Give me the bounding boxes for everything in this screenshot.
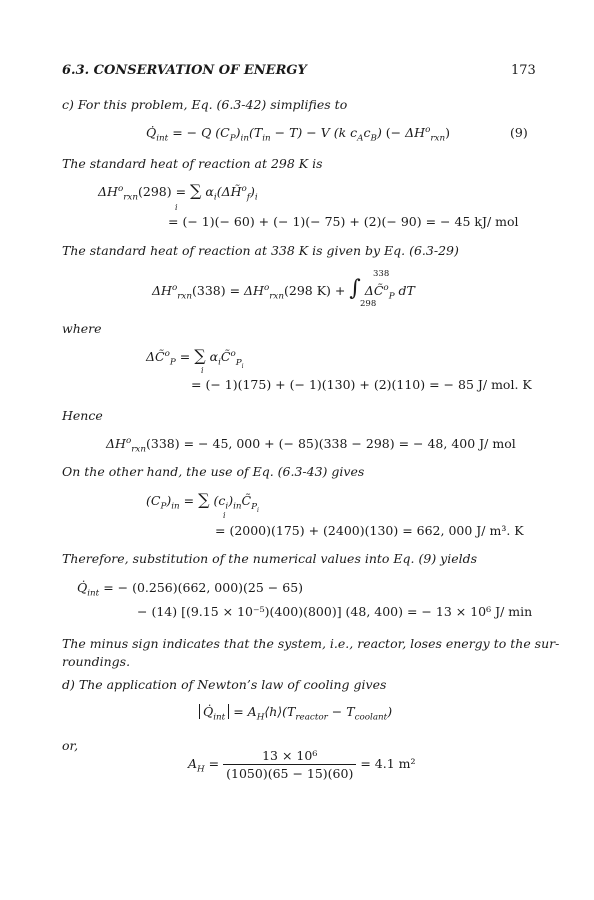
heat-298-equation: $\Delta H^o_{rxn}(298)$ = ∑ $\alpha_i(\Delta H̃^o_f)_i$ bbox=[98, 181, 258, 203]
part-d-intro: d) The application of Newton’s law of cooling gives bbox=[62, 677, 387, 692]
q-int-result-line2: − (14) [(9.15 × 10⁻⁵)(400)(800)] (48, 400) = − 13 × 10⁶ J/ min bbox=[137, 604, 533, 619]
or-label: or, bbox=[62, 738, 79, 753]
area-equation: $A_H$ = $\frac{\text{13 × 10⁶}}{(1050)(65 - 15)(60)}$ = 4.1 m² bbox=[188, 748, 416, 781]
area-result: = 4.1 m² bbox=[360, 756, 416, 771]
therefore-text: Therefore, substitution of the numerical values into Eq. (9) yields bbox=[62, 551, 478, 566]
part-c-intro: c) For this problem, Eq. (6.3-42) simplifies to bbox=[62, 97, 348, 112]
delta-cp-equation: ΔC̃$^o_P$ = ∑ $\alpha_iC̃^o_{P_i}$ bbox=[146, 346, 244, 370]
sum-index-2: i bbox=[201, 366, 204, 375]
where-label: where bbox=[62, 321, 102, 336]
sum-index: i bbox=[175, 203, 178, 212]
minus-sign-note: The minus sign indicates that the system, i.e., reactor, loses energy to the sur- bbox=[62, 636, 560, 651]
heat-338-integral-equation: $\Delta H^o_{rxn}(338) = \Delta H^o_{rxn}(298$ K) + ∫ ΔC̃$^o_P$ dT bbox=[152, 276, 415, 302]
page-number: 173 bbox=[511, 63, 536, 78]
std-heat-298-text: The standard heat of reaction at 298 K is bbox=[62, 156, 323, 171]
heat-298-calc: = (− 1)(− 60) + (− 1)(− 75) + (2)(− 90) = − 45 kJ/ mol bbox=[168, 214, 519, 229]
heat-338-value: = − 45, 000 + (− 85)(338 − 298) = − 48, 400 J/ mol bbox=[183, 436, 516, 452]
q-int-line1-value: = − (0.256)(662, 000)(25 − 65) bbox=[103, 580, 304, 595]
minus-sign-note-2: roundings. bbox=[62, 654, 131, 669]
delta-cp-calc: = (− 1)(175) + (− 1)(130) + (2)(110) = − 85 J/ mol. K bbox=[191, 377, 532, 392]
equation-number: (9) bbox=[510, 125, 528, 140]
cp-in-equation: $(C_P)_{in}$ = ∑ $(c_i)_{in}C̃_{P_i}$ bbox=[146, 490, 259, 514]
heat-338-result: $\Delta H^o_{rxn}(338)$ = − 45, 000 + (− 85)(338 − 298) = − 48, 400 J/ mol bbox=[106, 436, 516, 455]
area-denominator: (1050)(65 − 15)(60) bbox=[226, 766, 354, 781]
hence-label: Hence bbox=[62, 408, 103, 423]
area-numerator: 13 × 10⁶ bbox=[223, 748, 356, 765]
integral-lower-limit: 298 bbox=[360, 299, 377, 309]
integral-upper-limit: 338 bbox=[373, 269, 390, 279]
newton-cooling-equation: $Q̇_{int}$ = $A_H⟨h⟩(T_{reactor} - T_{coolant})$ bbox=[199, 704, 392, 723]
equation-9: $Q̇_{int}$ = − Q $(C_P)_{in}(T_{in} - T) - V$ (k $c_Ac_B$) (− $\Delta H^o_{rxn}$) bbox=[146, 125, 450, 144]
other-hand-text: On the other hand, the use of Eq. (6.3-43) gives bbox=[62, 464, 365, 479]
q-int-result-line1: $Q̇_{int}$ = − (0.256)(662, 000)(25 − 65) bbox=[77, 580, 304, 599]
cp-in-calc: = (2000)(175) + (2400)(130) = 662, 000 J/ m³. K bbox=[215, 523, 524, 538]
running-header: 6.3. CONSERVATION OF ENERGY bbox=[62, 63, 307, 78]
std-heat-338-text: The standard heat of reaction at 338 K is given by Eq. (6.3-29) bbox=[62, 243, 459, 258]
sum-index-3: i bbox=[223, 511, 226, 520]
